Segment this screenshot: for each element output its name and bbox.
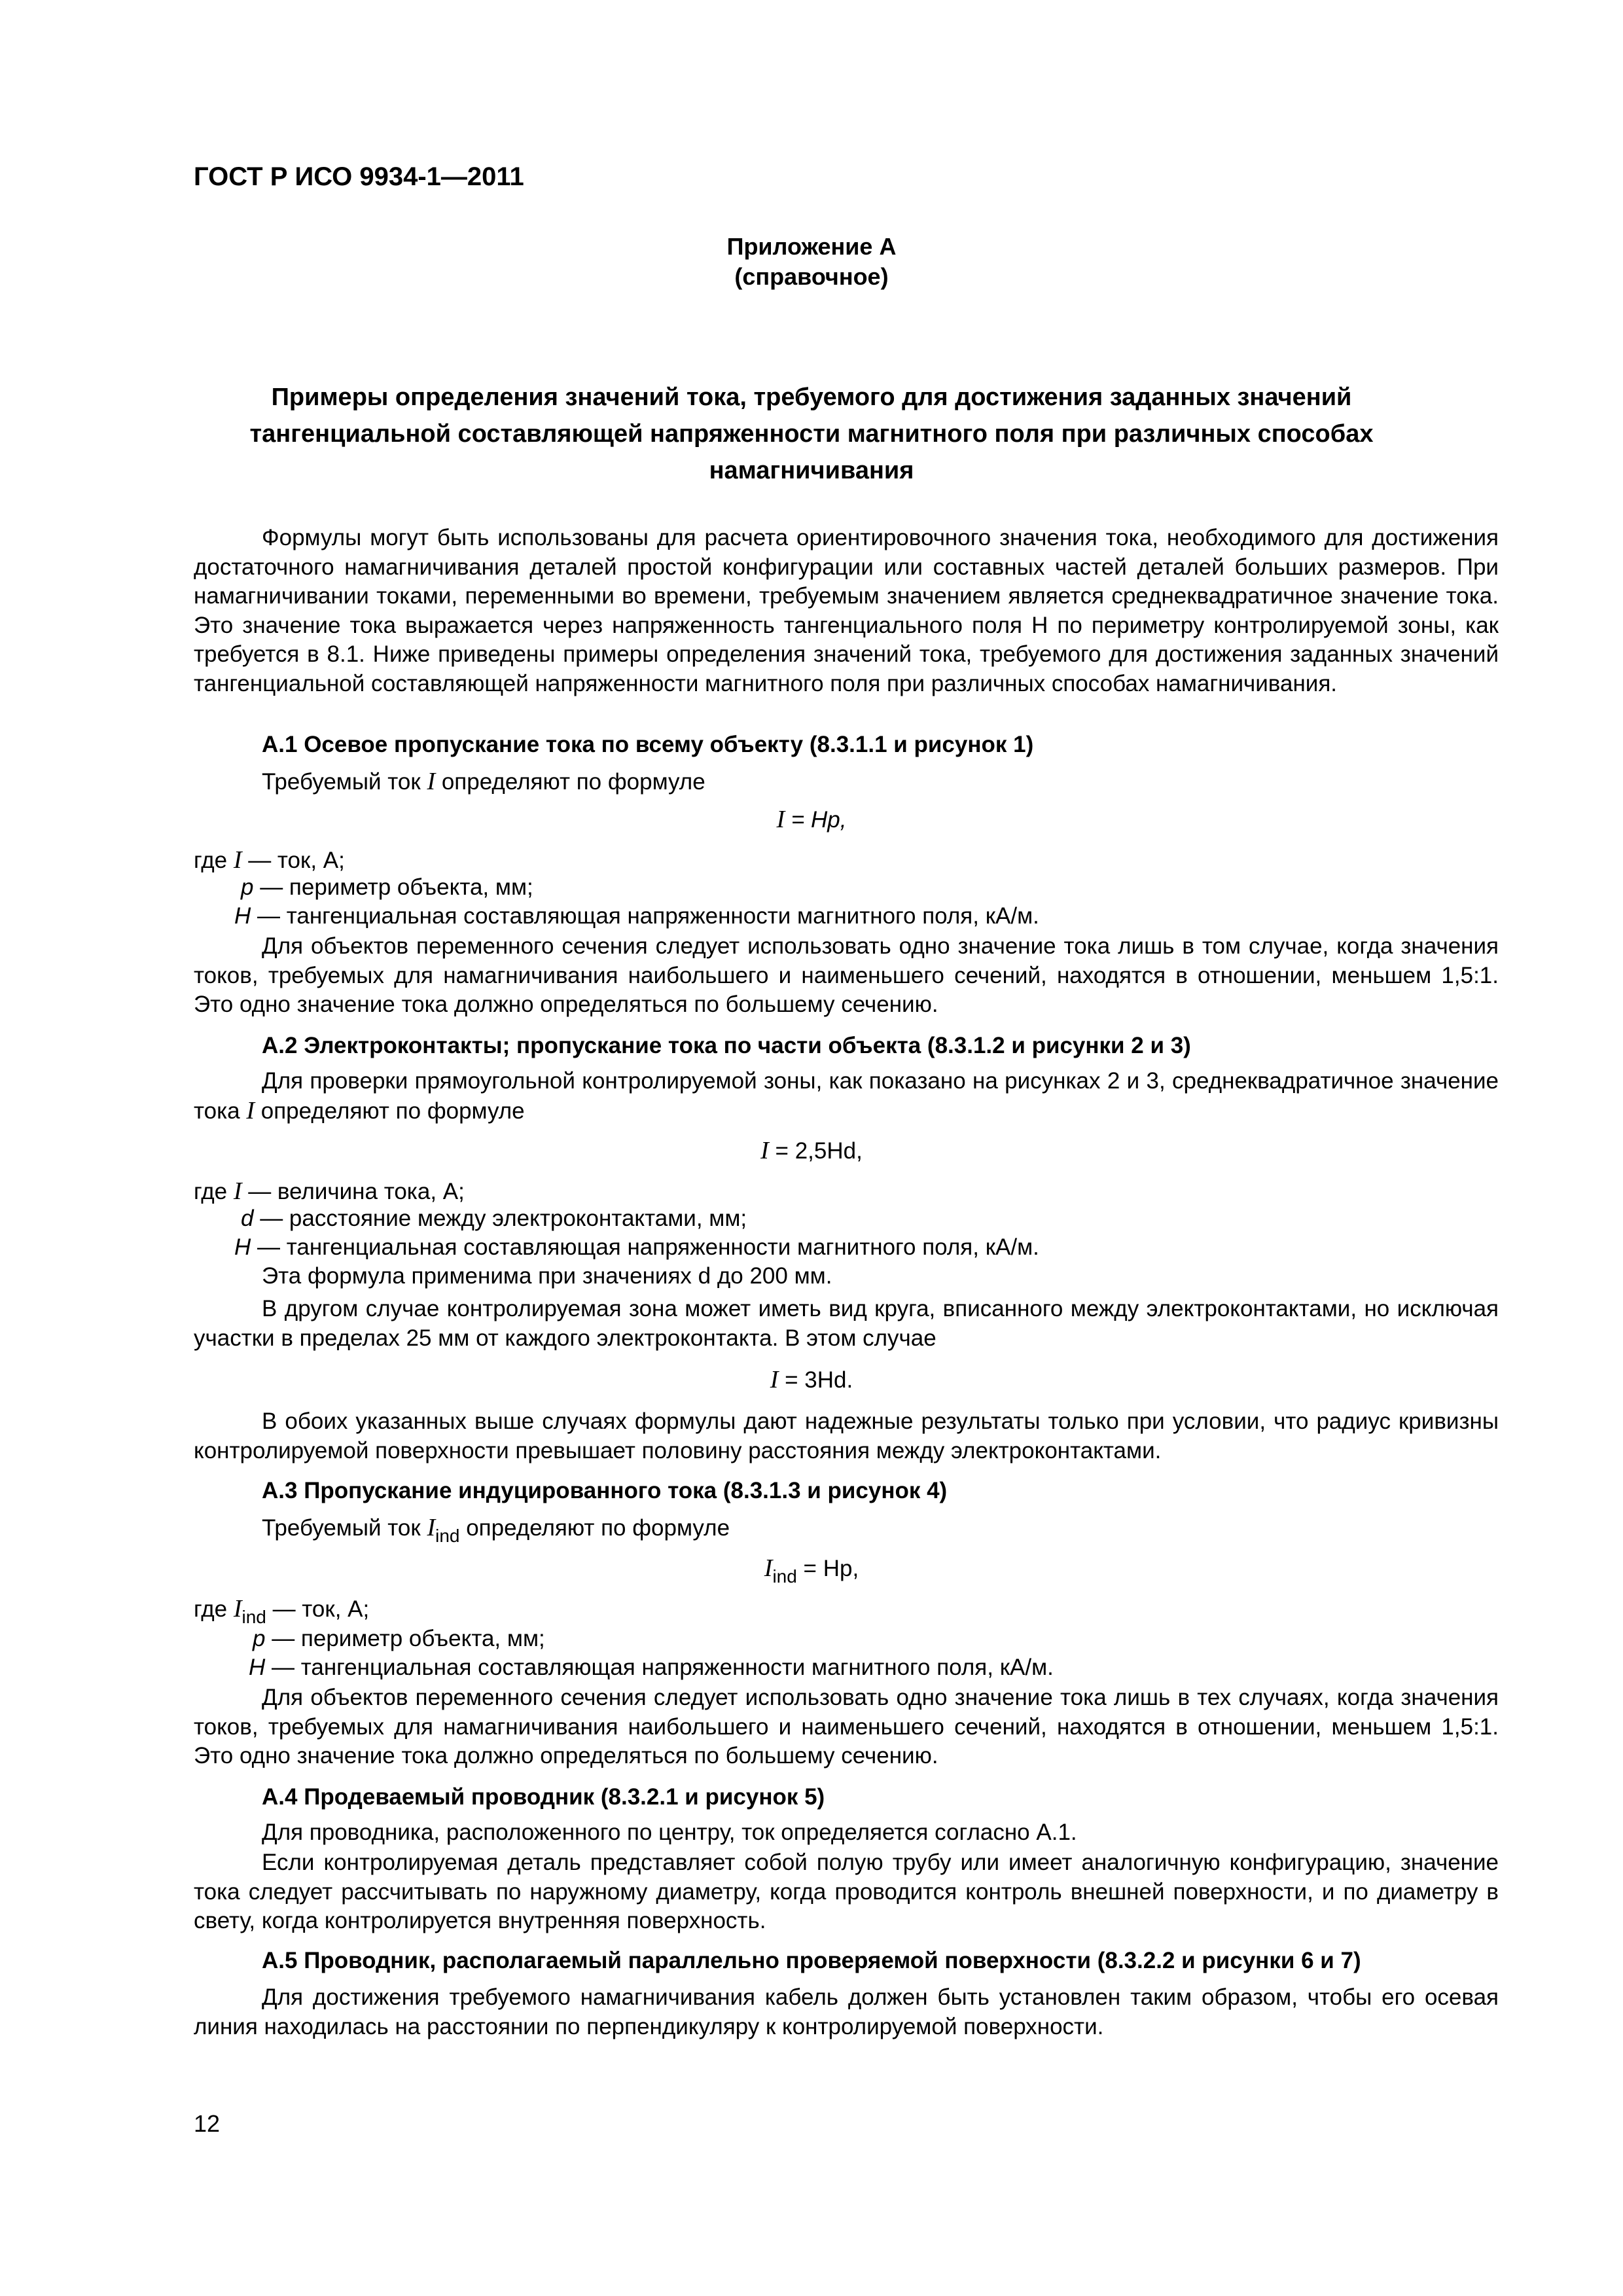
a3-formula: $I_{ind} = Hp$, [764,1554,859,1587]
a2-note-3: В обоих указанных выше случаях формулы дают надежные результаты только при условии, что радиус кривизны контролируемой поверхности превышает половину расстояния между электроконтактами. [194,1408,1499,1463]
appendix-title-line-1: Примеры определения значений тока, требуемого для достижения заданных значений [271,384,1352,411]
a2-formula-2: I = 3Hd. [770,1366,853,1393]
a2-note-1: Эта формула применима при значениях d до 200 мм. [262,1263,832,1289]
a2-formula-1: I = 2,5Hd, [760,1137,863,1164]
a3-where-1: где $I_{ind}$ — ток, А; [194,1595,370,1627]
standard-designation: ГОСТ Р ИСО 9934-1—2011 [194,162,524,191]
a2-where-2: d — расстояние между электроконтактами, мм; [241,1206,747,1231]
a1-note: Для объектов переменного сечения следует использовать одно значение тока лишь в том случае, когда значения токов, требуемых для намагничивания наибольшего и наименьшего сечений, находятся в отношении, меньшем 1,5:1. Это одно значение тока должно определяться по большему сечению. [194,933,1499,1017]
a2-note-2: В другом случае контролируемая зона может иметь вид круга, вписанного между электроконтактами, но исключая участки в пределах 25 мм от каждого электроконтакта. В этом случае [194,1296,1499,1351]
section-a4-heading: А.4 Продеваемый проводник (8.3.2.1 и рисунок 5) [262,1784,825,1810]
a2-where-3: H — тангенциальная составляющая напряженности магнитного поля, кА/м. [234,1234,1039,1260]
a4-paragraph-2: Если контролируемая деталь представляет собой полую трубу или имеет аналогичную конфигурацию, значение тока следует рассчитывать по наружному диаметру, когда проводится контроль внешней поверхности, и по диаметру в свету, когда контролируется внутренняя поверхность. [194,1850,1499,1933]
a2-where-1: где I — величина тока, А; [194,1177,465,1205]
appendix-kind: (справочное) [734,263,889,290]
section-a1-heading: А.1 Осевое пропускание тока по всему объекту (8.3.1.1 и рисунок 1) [262,732,1034,757]
section-a3-heading: А.3 Пропускание индуцированного тока (8.3.1.3 и рисунок 4) [262,1478,948,1503]
a1-where-2: p — периметр объекта, мм; [241,874,533,900]
a1-where-1: где I — ток, А; [194,846,345,874]
a3-where-2: p — периметр объекта, мм; [253,1626,545,1651]
a3-lead: Требуемый ток $I_{ind}$ определяют по формуле [262,1514,730,1546]
a4-paragraph-1: Для проводника, расположенного по центру, ток определяется согласно А.1. [262,1820,1077,1845]
appendix-title-line-3: намагничивания [709,457,914,484]
a2-lead: Для проверки прямоугольной контролируемой зоны, как показано на рисунках 2 и 3, среднеквадратичное значение тока I определяют по формуле [194,1068,1499,1124]
intro-paragraph: Формулы могут быть использованы для расчета ориентировочного значения тока, необходимого для достижения достаточного намагничивания деталей простой конфигурации или составных частей деталей больших размеров. При намагничивании токами, переменными во времени, требуемым значением является среднеквадратичное значение тока. Это значение тока выражается через напряженность тангенциального поля H по периметру контролируемой зоны, как требуется в 8.1. Ниже приведены примеры определения значений тока, требуемого для достижения заданных значений тангенциальной составляющей напряженности магнитного поля при различных способах намагничивания. [194,525,1499,696]
appendix-label: Приложение А [726,233,897,260]
appendix-title-line-2: тангенциальной составляющей напряженности магнитного поля при различных способах [249,420,1374,448]
section-a5-heading: А.5 Проводник, располагаемый параллельно проверяемой поверхности (8.3.2.2 и рисунки 6 и 7) [262,1948,1361,1973]
a3-where-3: H — тангенциальная составляющая напряженности магнитного поля, кА/м. [249,1655,1054,1680]
page-number: 12 [194,2110,221,2137]
a1-lead: Требуемый ток I определяют по формуле [262,768,705,795]
a1-formula: I = Hp, [776,806,847,833]
a5-paragraph-1: Для достижения требуемого намагничивания кабель должен быть установлен таким образом, чтобы его осевая линия находилась на расстоянии по перпендикуляру к контролируемой поверхности. [194,1984,1499,2039]
a3-note: Для объектов переменного сечения следует использовать одно значение тока лишь в тех случаях, когда значения токов, требуемых для намагничивания наибольшего и наименьшего сечений, находятся в отношении, меньшем 1,5:1. Это одно значение тока должно определяться по большему сечению. [194,1685,1499,1768]
a1-where-3: H — тангенциальная составляющая напряженности магнитного поля, кА/м. [234,903,1039,929]
section-a2-heading: А.2 Электроконтакты; пропускание тока по части объекта (8.3.1.2 и рисунки 2 и 3) [262,1033,1191,1058]
